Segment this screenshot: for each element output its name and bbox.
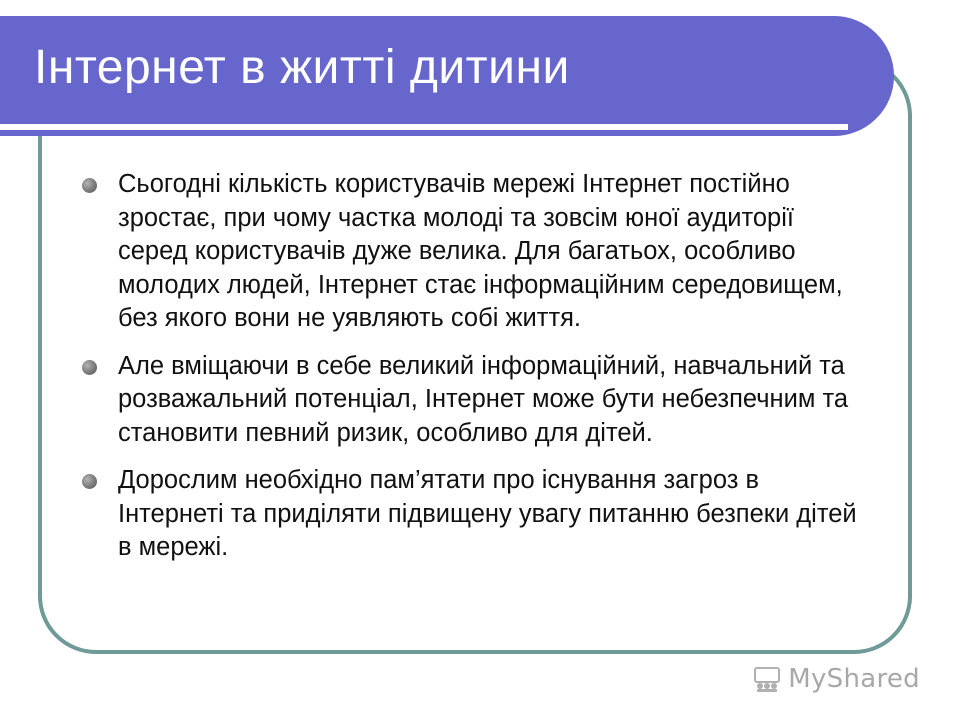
bullet-text: Сьогодні кількість користувачів мережі Інтернет постійно зростає, при чому частка молоді та зовсім юної аудиторії серед користувачів дуже велика. Для багатьох, особливо молодих людей, Інтернет стає інформаційним середовищем, без якого вони не уявляють собі життя.: [118, 170, 843, 332]
classroom-icon: [752, 666, 782, 692]
bullet-list: [80, 168, 860, 579]
watermark: [752, 664, 920, 694]
bullet-item: [80, 350, 860, 451]
slide-title: Інтернет в житті дитини: [34, 41, 570, 94]
title-underline: [0, 124, 848, 130]
bullet-dot-icon: [82, 474, 97, 489]
bullet-text: Дорослим необхідно пам’ятати про існування загроз в Інтернеті та приділяти підвищену увагу питанню безпеки дітей в мережі.: [118, 466, 857, 561]
bullet-dot-icon: [82, 360, 97, 375]
bullet-text: Але вміщаючи в себе великий інформаційний, навчальний та розважальний потенціал, Інтернет може бути небезпечним та становити певний ризик, особливо для дітей.: [118, 351, 849, 447]
bullet-dot-icon: [82, 178, 97, 193]
watermark-text: MyShared: [788, 664, 920, 694]
bullet-item: [80, 464, 860, 565]
bullet-item: [80, 168, 860, 336]
